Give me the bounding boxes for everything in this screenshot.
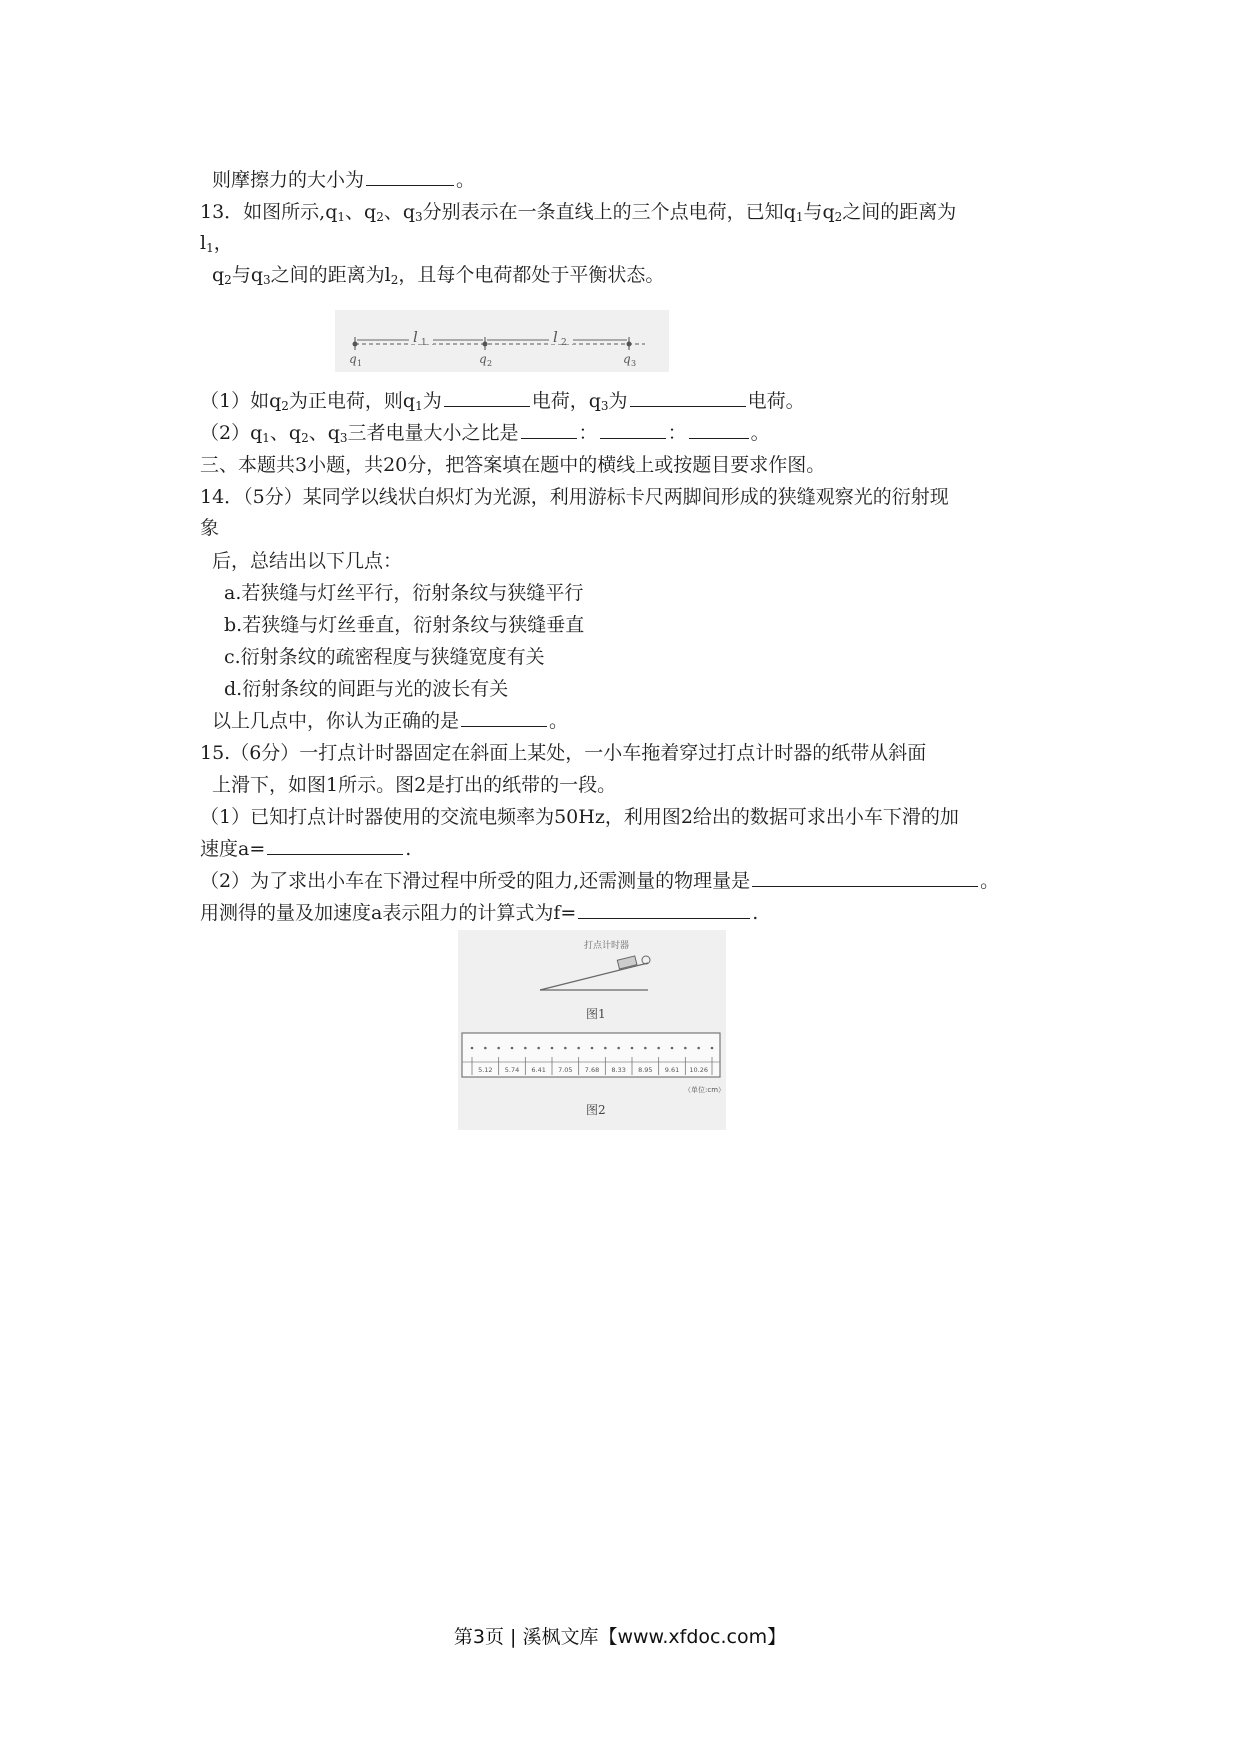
text: 、q <box>345 201 377 223</box>
question-14-answer-line <box>212 708 568 734</box>
answer-blank-q14 <box>461 708 547 727</box>
answer-blank-quantity <box>752 868 978 887</box>
text: ，且每个电荷都处于平衡状态。 <box>398 264 665 286</box>
label-q1: q <box>349 352 357 366</box>
text: 与q <box>231 264 263 286</box>
answer-blank-ratio-2 <box>600 420 666 439</box>
question-14-line1-wrap: 象 <box>200 517 220 539</box>
answer-blank-friction <box>366 167 454 186</box>
subscript: 2 <box>301 431 309 445</box>
tape-dot <box>497 1047 500 1050</box>
tape-segment-value: 10.26 <box>689 1066 708 1074</box>
text: 、q <box>383 201 416 223</box>
answer-blank-q3-sign <box>630 388 746 407</box>
tape-segment-value: 7.68 <box>584 1066 600 1074</box>
label-l1-sub: 1 <box>421 338 427 348</box>
tape-dot <box>577 1047 580 1050</box>
text: ： <box>578 422 598 444</box>
text-line-friction <box>212 167 475 193</box>
answer-blank-q1-sign <box>444 388 530 407</box>
label-q2: q <box>479 352 487 366</box>
tape-dot <box>484 1047 487 1050</box>
text: 分别表示在一条直线上的三个点电荷，已知q <box>422 201 796 223</box>
text: 、q <box>308 422 340 444</box>
subscript: 2 <box>224 273 232 287</box>
label-q3-sub: 3 <box>631 359 637 368</box>
timer-shape <box>642 956 650 964</box>
question-15-part1: （1）已知打点计时器使用的交流电频率为50Hz，利用图2给出的数据可求出小车下滑的加 <box>200 806 959 828</box>
text: 以上几点中，你认为正确的是 <box>212 710 460 732</box>
question-13-part1 <box>200 388 805 414</box>
subscript: 1 <box>206 241 214 255</box>
subscript: 1 <box>262 431 270 445</box>
tape-labels <box>478 1066 708 1074</box>
text: ， <box>213 232 233 254</box>
subscript: 1 <box>337 210 346 224</box>
tape-segment-value: 9.61 <box>664 1066 680 1074</box>
label-l2: l <box>553 328 558 346</box>
tape-dot <box>697 1047 700 1050</box>
text: 电荷，q <box>531 390 601 412</box>
text: 之间的距离为l <box>270 264 391 286</box>
question-13-line1 <box>200 199 956 225</box>
label-l1: l <box>413 328 418 346</box>
tape-dot <box>711 1047 714 1050</box>
question-14-line1: 14．（5分）某同学以线状白炽灯为光源，利用游标卡尺两脚间形成的狭缝观察光的衍射现 <box>200 486 949 508</box>
text: . <box>405 838 412 860</box>
tape-segment-value: 6.41 <box>531 1066 546 1074</box>
text: （2）为了求出小车在下滑过程中所受的阻力,还需测量的物理量是 <box>200 870 751 892</box>
text: 为 <box>608 390 628 412</box>
subscript: 3 <box>262 273 271 287</box>
subscript: 2 <box>834 210 843 224</box>
page-footer: 第3页 | 溪枫文库【www.xfdoc.com】 <box>453 1626 787 1648</box>
subscript: 3 <box>415 210 423 224</box>
text: 三者电量大小之比是 <box>347 422 519 444</box>
timer-figure <box>458 930 726 1130</box>
text: （2）q <box>200 422 263 444</box>
text: 与q <box>803 201 835 223</box>
tape-segment-value: 7.05 <box>558 1066 573 1074</box>
subscript: 1 <box>795 210 804 224</box>
question-14-line2: 后，总结出以下几点： <box>212 550 403 572</box>
label-q1-sub: 1 <box>357 359 363 368</box>
tape-segment-value: 5.12 <box>478 1066 493 1074</box>
fig2-caption: 图2 <box>586 1103 606 1117</box>
tape-dot <box>551 1047 554 1050</box>
text: 用测得的量及加速度a表示阻力的计算式为f= <box>200 902 577 924</box>
text: 为 <box>422 390 442 412</box>
question-15-part3 <box>200 900 758 926</box>
tape-dot <box>604 1047 607 1050</box>
tape-dot <box>671 1047 674 1050</box>
text-punct: 。 <box>456 169 476 191</box>
answer-blank-resistance-formula <box>578 900 750 919</box>
question-14-option-b: b.若狭缝与灯丝垂直，衍射条纹与狭缝垂直 <box>224 614 585 636</box>
charge-q2-dot <box>483 342 488 347</box>
label-q3: q <box>623 352 631 366</box>
subscript: 1 <box>415 399 423 413</box>
question-13-line2 <box>212 262 664 288</box>
question-13-line1-wrap <box>200 230 233 256</box>
tape-dot <box>511 1047 514 1050</box>
text: 。 <box>549 710 569 732</box>
tape-dot <box>591 1047 594 1050</box>
text-friction-prompt: 则摩擦力的大小为 <box>212 169 365 191</box>
tape-unit-label: （单位:cm） <box>684 1086 726 1094</box>
answer-blank-ratio-3 <box>689 420 749 439</box>
text: 之间的距离为 <box>842 201 957 223</box>
tape-dot <box>657 1047 660 1050</box>
subscript: 2 <box>390 273 399 287</box>
subscript: 3 <box>339 431 348 445</box>
question-15-line2: 上滑下，如图1所示。图2是打出的纸带的一段。 <box>212 774 617 796</box>
text: q <box>212 264 225 286</box>
text: 。 <box>980 870 1000 892</box>
text: 为正电荷，则q <box>288 390 416 412</box>
question-15-part2 <box>200 868 999 894</box>
text: ： <box>667 422 687 444</box>
text: （1）如q <box>200 390 282 412</box>
charges-diagram <box>335 310 669 372</box>
question-14-option-c: c.衍射条纹的疏密程度与狭缝宽度有关 <box>224 646 545 668</box>
text: l <box>200 232 207 254</box>
fig1-caption: 图1 <box>586 1007 606 1021</box>
text: 、q <box>269 422 302 444</box>
question-13-part2 <box>200 420 770 446</box>
tape-segment-value: 8.33 <box>611 1066 626 1074</box>
tape-segment-value: 8.95 <box>638 1066 653 1074</box>
tape-dot <box>644 1047 647 1050</box>
text: 电荷。 <box>747 390 805 412</box>
tape-dot <box>564 1047 567 1050</box>
charges-figure <box>335 310 669 372</box>
answer-blank-ratio-1 <box>521 420 577 439</box>
tape-dot <box>617 1047 620 1050</box>
tape-dot <box>537 1047 540 1050</box>
subscript: 2 <box>281 399 289 413</box>
text: . <box>752 902 759 924</box>
question-14-option-d: d.衍射条纹的间距与光的波长有关 <box>224 678 509 700</box>
fig1-label-timer: 打点计时器 <box>584 941 630 951</box>
tape-dot <box>471 1047 474 1050</box>
question-15-part1-wrap <box>200 836 411 862</box>
section-3-heading: 三、本题共3小题，共20分，把答案填在题中的横线上或按题目要求作图。 <box>200 454 826 476</box>
text: 。 <box>750 422 770 444</box>
subscript: 2 <box>376 210 384 224</box>
text: 13．如图所示,q <box>200 201 338 223</box>
answer-blank-acceleration <box>267 836 403 855</box>
question-14-option-a: a.若狭缝与灯丝平行，衍射条纹与狭缝平行 <box>224 582 584 604</box>
charge-q1-dot <box>353 342 358 347</box>
tape-dot <box>524 1047 527 1050</box>
tape-segment-value: 5.74 <box>504 1066 520 1074</box>
tape-dot <box>684 1047 687 1050</box>
subscript: 3 <box>600 399 609 413</box>
label-q2-sub: 2 <box>487 359 493 368</box>
text: 速度a= <box>200 838 266 860</box>
timer-diagram <box>458 930 726 1130</box>
label-l2-sub: 2 <box>561 338 567 348</box>
question-15-line1: 15.（6分）一打点计时器固定在斜面上某处，一小车拖着穿过打点计时器的纸带从斜面 <box>200 742 927 764</box>
charge-q3-dot <box>627 342 632 347</box>
tape-dot <box>631 1047 634 1050</box>
incline-line <box>540 963 648 990</box>
